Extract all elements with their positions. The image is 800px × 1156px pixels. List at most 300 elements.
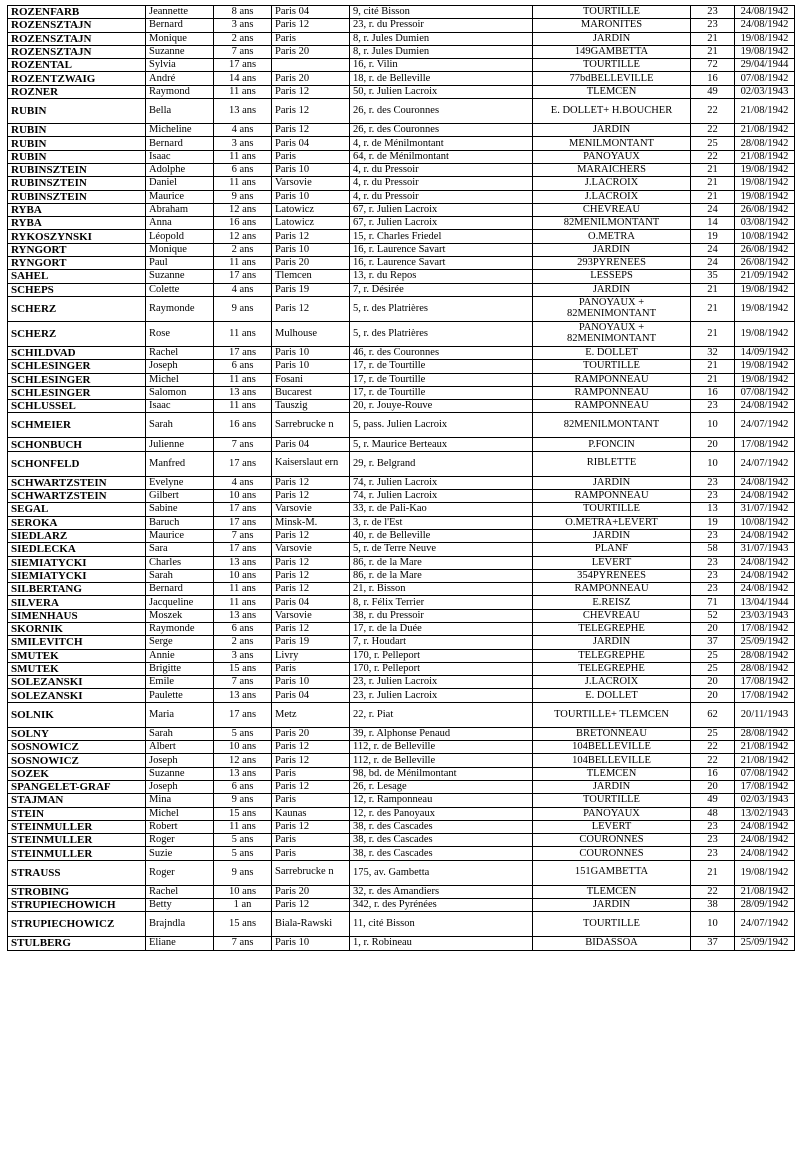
date-cell: 24/08/1942 bbox=[735, 556, 795, 569]
convoy-number-cell: 23 bbox=[691, 820, 735, 833]
table-row bbox=[8, 124, 795, 137]
birthplace-cell: Tlemcen bbox=[272, 270, 350, 283]
convoy-number-cell: 23 bbox=[691, 476, 735, 489]
surname-cell: ROZENFARB bbox=[8, 6, 146, 19]
birthplace-cell: Sarrebrucke n bbox=[272, 860, 350, 885]
school-cell: JARDIN bbox=[533, 124, 691, 137]
birthplace-cell: Paris 12 bbox=[272, 754, 350, 767]
school-cell: RAMPONNEAU bbox=[533, 490, 691, 503]
age-cell: 2 ans bbox=[214, 243, 272, 256]
date-cell: 17/08/1942 bbox=[735, 780, 795, 793]
first-name-cell: Sarah bbox=[146, 413, 214, 438]
address-cell: 86, r. de la Mare bbox=[350, 556, 533, 569]
age-cell: 11 ans bbox=[214, 321, 272, 346]
age-cell: 17 ans bbox=[214, 346, 272, 359]
surname-cell: SCHEPS bbox=[8, 283, 146, 296]
first-name-cell: Suzanne bbox=[146, 270, 214, 283]
convoy-number-cell: 22 bbox=[691, 150, 735, 163]
age-cell: 15 ans bbox=[214, 662, 272, 675]
address-cell: 38, r. des Cascades bbox=[350, 820, 533, 833]
date-cell: 24/08/1942 bbox=[735, 476, 795, 489]
school-cell: TOURTILLE bbox=[533, 59, 691, 72]
first-name-cell: Robert bbox=[146, 820, 214, 833]
convoy-number-cell: 23 bbox=[691, 556, 735, 569]
age-cell: 17 ans bbox=[214, 503, 272, 516]
first-name-cell: Rose bbox=[146, 321, 214, 346]
birthplace-cell: Metz bbox=[272, 702, 350, 727]
first-name-cell: Roger bbox=[146, 860, 214, 885]
school-cell: RAMPONNEAU bbox=[533, 583, 691, 596]
school-cell: BRETONNEAU bbox=[533, 727, 691, 740]
first-name-cell: Joseph bbox=[146, 360, 214, 373]
surname-cell: SCHERZ bbox=[8, 321, 146, 346]
date-cell: 25/09/1942 bbox=[735, 636, 795, 649]
table-row bbox=[8, 59, 795, 72]
birthplace-cell: Paris bbox=[272, 834, 350, 847]
surname-cell: SIEDLARZ bbox=[8, 529, 146, 542]
age-cell: 12 ans bbox=[214, 230, 272, 243]
age-cell: 11 ans bbox=[214, 150, 272, 163]
table-row bbox=[8, 19, 795, 32]
table-row bbox=[8, 529, 795, 542]
address-cell: 7, r. Houdart bbox=[350, 636, 533, 649]
surname-cell: SCHLESINGER bbox=[8, 360, 146, 373]
table-row bbox=[8, 767, 795, 780]
school-cell: 104BELLEVILLE bbox=[533, 754, 691, 767]
table-row bbox=[8, 860, 795, 885]
date-cell: 19/08/1942 bbox=[735, 163, 795, 176]
table-row bbox=[8, 583, 795, 596]
convoy-number-cell: 35 bbox=[691, 270, 735, 283]
first-name-cell: Sarah bbox=[146, 569, 214, 582]
age-cell: 11 ans bbox=[214, 583, 272, 596]
surname-cell: RYNGORT bbox=[8, 243, 146, 256]
age-cell: 9 ans bbox=[214, 296, 272, 321]
first-name-cell: Mina bbox=[146, 794, 214, 807]
address-cell: 15, r. Charles Friedel bbox=[350, 230, 533, 243]
surname-cell: SOLEZANSKI bbox=[8, 676, 146, 689]
date-cell: 19/08/1942 bbox=[735, 860, 795, 885]
convoy-number-cell: 62 bbox=[691, 702, 735, 727]
table-row bbox=[8, 99, 795, 124]
age-cell: 3 ans bbox=[214, 649, 272, 662]
surname-cell: SOSNOWICZ bbox=[8, 754, 146, 767]
age-cell: 13 ans bbox=[214, 556, 272, 569]
surname-cell: RYBA bbox=[8, 217, 146, 230]
birthplace-cell: Paris 10 bbox=[272, 360, 350, 373]
table-row bbox=[8, 72, 795, 85]
date-cell: 03/08/1942 bbox=[735, 217, 795, 230]
table-row bbox=[8, 807, 795, 820]
date-cell: 20/11/1943 bbox=[735, 702, 795, 727]
birthplace-cell: Paris 10 bbox=[272, 676, 350, 689]
convoy-number-cell: 20 bbox=[691, 689, 735, 702]
school-cell: LESSEPS bbox=[533, 270, 691, 283]
birthplace-cell: Paris 04 bbox=[272, 438, 350, 451]
address-cell: 21, r. Bisson bbox=[350, 583, 533, 596]
table-row bbox=[8, 270, 795, 283]
convoy-number-cell: 25 bbox=[691, 662, 735, 675]
address-cell: 16, r. Vilin bbox=[350, 59, 533, 72]
address-cell: 17, r. de la Duée bbox=[350, 622, 533, 635]
table-row bbox=[8, 190, 795, 203]
birthplace-cell: Paris 10 bbox=[272, 190, 350, 203]
date-cell: 17/08/1942 bbox=[735, 438, 795, 451]
age-cell: 10 ans bbox=[214, 490, 272, 503]
first-name-cell: Monique bbox=[146, 243, 214, 256]
birthplace-cell: Kaiserslaut ern bbox=[272, 451, 350, 476]
age-cell: 11 ans bbox=[214, 177, 272, 190]
date-cell: 25/09/1942 bbox=[735, 937, 795, 950]
surname-cell: STRUPIECHOWICH bbox=[8, 899, 146, 912]
school-cell: 77bdBELLEVILLE bbox=[533, 72, 691, 85]
address-cell: 39, r. Alphonse Penaud bbox=[350, 727, 533, 740]
birthplace-cell: Sarrebrucke n bbox=[272, 413, 350, 438]
surname-cell: STRUPIECHOWICZ bbox=[8, 912, 146, 937]
convoy-number-cell: 14 bbox=[691, 217, 735, 230]
age-cell: 6 ans bbox=[214, 163, 272, 176]
convoy-number-cell: 21 bbox=[691, 373, 735, 386]
age-cell: 8 ans bbox=[214, 6, 272, 19]
birthplace-cell: Biala-Rawski bbox=[272, 912, 350, 937]
first-name-cell: Maurice bbox=[146, 529, 214, 542]
first-name-cell: Moszek bbox=[146, 609, 214, 622]
date-cell: 24/08/1942 bbox=[735, 490, 795, 503]
table-row bbox=[8, 360, 795, 373]
convoy-number-cell: 37 bbox=[691, 636, 735, 649]
date-cell: 13/02/1943 bbox=[735, 807, 795, 820]
birthplace-cell: Paris 12 bbox=[272, 820, 350, 833]
age-cell: 10 ans bbox=[214, 569, 272, 582]
age-cell: 5 ans bbox=[214, 727, 272, 740]
age-cell: 11 ans bbox=[214, 257, 272, 270]
table-row bbox=[8, 754, 795, 767]
surname-cell: SIEMIATYCKI bbox=[8, 556, 146, 569]
table-row bbox=[8, 476, 795, 489]
first-name-cell: Isaac bbox=[146, 150, 214, 163]
age-cell: 5 ans bbox=[214, 834, 272, 847]
surname-cell: SOZEK bbox=[8, 767, 146, 780]
surname-cell: ROZENSZTAJN bbox=[8, 45, 146, 58]
surname-cell: SIMENHAUS bbox=[8, 609, 146, 622]
date-cell: 21/08/1942 bbox=[735, 741, 795, 754]
surname-cell: SILVERA bbox=[8, 596, 146, 609]
date-cell: 21/09/1942 bbox=[735, 270, 795, 283]
table-row bbox=[8, 177, 795, 190]
surname-cell: STULBERG bbox=[8, 937, 146, 950]
convoy-number-cell: 20 bbox=[691, 438, 735, 451]
address-cell: 16, r. Laurence Savart bbox=[350, 243, 533, 256]
school-cell: COURONNES bbox=[533, 834, 691, 847]
first-name-cell: Adolphe bbox=[146, 163, 214, 176]
first-name-cell: Roger bbox=[146, 834, 214, 847]
surname-cell: SCHERZ bbox=[8, 296, 146, 321]
birthplace-cell: Livry bbox=[272, 649, 350, 662]
date-cell: 21/08/1942 bbox=[735, 150, 795, 163]
table-row bbox=[8, 689, 795, 702]
surname-cell: SCHONBUCH bbox=[8, 438, 146, 451]
date-cell: 24/08/1942 bbox=[735, 834, 795, 847]
deportation-record-table bbox=[7, 5, 794, 951]
school-cell: TLEMCEN bbox=[533, 885, 691, 898]
table-row bbox=[8, 257, 795, 270]
date-cell: 14/09/1942 bbox=[735, 346, 795, 359]
convoy-number-cell: 48 bbox=[691, 807, 735, 820]
school-cell: LEVERT bbox=[533, 556, 691, 569]
school-cell: 149GAMBETTA bbox=[533, 45, 691, 58]
table-row bbox=[8, 296, 795, 321]
first-name-cell: Brajndla bbox=[146, 912, 214, 937]
table-row bbox=[8, 543, 795, 556]
date-cell: 19/08/1942 bbox=[735, 190, 795, 203]
birthplace-cell: Paris 12 bbox=[272, 583, 350, 596]
birthplace-cell: Paris 04 bbox=[272, 689, 350, 702]
surname-cell: SOSNOWICZ bbox=[8, 741, 146, 754]
school-cell: JARDIN bbox=[533, 780, 691, 793]
school-cell: 82MENILMONTANT bbox=[533, 413, 691, 438]
convoy-number-cell: 24 bbox=[691, 203, 735, 216]
first-name-cell: Paul bbox=[146, 257, 214, 270]
birthplace-cell: Paris bbox=[272, 794, 350, 807]
first-name-cell: Eliane bbox=[146, 937, 214, 950]
age-cell: 12 ans bbox=[214, 203, 272, 216]
birthplace-cell: Paris 12 bbox=[272, 230, 350, 243]
age-cell: 4 ans bbox=[214, 476, 272, 489]
table-row bbox=[8, 847, 795, 860]
address-cell: 112, r. de Belleville bbox=[350, 741, 533, 754]
age-cell: 17 ans bbox=[214, 702, 272, 727]
table-row bbox=[8, 243, 795, 256]
age-cell: 2 ans bbox=[214, 636, 272, 649]
date-cell: 24/08/1942 bbox=[735, 19, 795, 32]
school-cell: TELEGREPHE bbox=[533, 662, 691, 675]
table-row bbox=[8, 649, 795, 662]
address-cell: 5, r. des Platrières bbox=[350, 321, 533, 346]
age-cell: 17 ans bbox=[214, 516, 272, 529]
birthplace-cell: Paris 12 bbox=[272, 741, 350, 754]
table-row bbox=[8, 937, 795, 950]
first-name-cell: Betty bbox=[146, 899, 214, 912]
birthplace-cell: Paris 10 bbox=[272, 937, 350, 950]
convoy-number-cell: 23 bbox=[691, 583, 735, 596]
table-row bbox=[8, 556, 795, 569]
address-cell: 23, r. du Pressoir bbox=[350, 19, 533, 32]
table-row bbox=[8, 163, 795, 176]
birthplace-cell: Kaunas bbox=[272, 807, 350, 820]
age-cell: 5 ans bbox=[214, 847, 272, 860]
address-cell: 98, bd. de Ménilmontant bbox=[350, 767, 533, 780]
first-name-cell: Maurice bbox=[146, 190, 214, 203]
address-cell: 5, pass. Julien Lacroix bbox=[350, 413, 533, 438]
address-cell: 11, cité Bisson bbox=[350, 912, 533, 937]
address-cell: 20, r. Jouye-Rouve bbox=[350, 400, 533, 413]
birthplace-cell: Paris 12 bbox=[272, 85, 350, 98]
surname-cell: SILBERTANG bbox=[8, 583, 146, 596]
birthplace-cell: Fosani bbox=[272, 373, 350, 386]
surname-cell: SKORNIK bbox=[8, 622, 146, 635]
age-cell: 11 ans bbox=[214, 373, 272, 386]
age-cell: 6 ans bbox=[214, 780, 272, 793]
convoy-number-cell: 21 bbox=[691, 32, 735, 45]
first-name-cell: Sabine bbox=[146, 503, 214, 516]
first-name-cell: Evelyne bbox=[146, 476, 214, 489]
address-cell: 23, r. Julien Lacroix bbox=[350, 689, 533, 702]
age-cell: 10 ans bbox=[214, 885, 272, 898]
school-cell: TELEGREPHE bbox=[533, 622, 691, 635]
address-cell: 8, r. Jules Dumien bbox=[350, 45, 533, 58]
age-cell: 11 ans bbox=[214, 85, 272, 98]
surname-cell: SMILEVITCH bbox=[8, 636, 146, 649]
address-cell: 67, r. Julien Lacroix bbox=[350, 217, 533, 230]
surname-cell: RYNGORT bbox=[8, 257, 146, 270]
date-cell: 23/03/1943 bbox=[735, 609, 795, 622]
table-row bbox=[8, 217, 795, 230]
convoy-number-cell: 24 bbox=[691, 243, 735, 256]
age-cell: 10 ans bbox=[214, 741, 272, 754]
address-cell: 12, r. des Panoyaux bbox=[350, 807, 533, 820]
address-cell: 8, r. Félix Terrier bbox=[350, 596, 533, 609]
birthplace-cell: Paris 04 bbox=[272, 6, 350, 19]
age-cell: 13 ans bbox=[214, 767, 272, 780]
surname-cell: SOLEZANSKI bbox=[8, 689, 146, 702]
school-cell: TELEGREPHE bbox=[533, 649, 691, 662]
convoy-number-cell: 23 bbox=[691, 569, 735, 582]
first-name-cell: Baruch bbox=[146, 516, 214, 529]
age-cell: 7 ans bbox=[214, 676, 272, 689]
surname-cell: SIEDLECKA bbox=[8, 543, 146, 556]
convoy-number-cell: 49 bbox=[691, 85, 735, 98]
birthplace-cell: Paris bbox=[272, 150, 350, 163]
age-cell: 17 ans bbox=[214, 543, 272, 556]
surname-cell: STEIN bbox=[8, 807, 146, 820]
age-cell: 17 ans bbox=[214, 451, 272, 476]
surname-cell: SCHLESINGER bbox=[8, 373, 146, 386]
table-row bbox=[8, 346, 795, 359]
address-cell: 17, r. de Tourtille bbox=[350, 386, 533, 399]
table-row bbox=[8, 676, 795, 689]
birthplace-cell: Paris 19 bbox=[272, 283, 350, 296]
school-cell: 293PYRENEES bbox=[533, 257, 691, 270]
address-cell: 170, r. Pelleport bbox=[350, 662, 533, 675]
school-cell: PANOYAUX bbox=[533, 150, 691, 163]
age-cell: 13 ans bbox=[214, 386, 272, 399]
table-row bbox=[8, 413, 795, 438]
school-cell: E. DOLLET+ H.BOUCHER bbox=[533, 99, 691, 124]
birthplace-cell: Paris bbox=[272, 767, 350, 780]
school-cell: J.LACROIX bbox=[533, 190, 691, 203]
school-cell: E.REISZ bbox=[533, 596, 691, 609]
birthplace-cell: Paris 12 bbox=[272, 490, 350, 503]
address-cell: 18, r. de Belleville bbox=[350, 72, 533, 85]
convoy-number-cell: 21 bbox=[691, 163, 735, 176]
address-cell: 4, r. du Pressoir bbox=[350, 177, 533, 190]
date-cell: 24/08/1942 bbox=[735, 820, 795, 833]
table-row bbox=[8, 834, 795, 847]
surname-cell: STROBING bbox=[8, 885, 146, 898]
first-name-cell: Bernard bbox=[146, 137, 214, 150]
date-cell: 31/07/1942 bbox=[735, 503, 795, 516]
first-name-cell: Maria bbox=[146, 702, 214, 727]
convoy-number-cell: 21 bbox=[691, 321, 735, 346]
first-name-cell: Suzie bbox=[146, 847, 214, 860]
convoy-number-cell: 21 bbox=[691, 296, 735, 321]
school-cell: CHEVREAU bbox=[533, 609, 691, 622]
address-cell: 17, r. de Tourtille bbox=[350, 373, 533, 386]
address-cell: 32, r. des Amandiers bbox=[350, 885, 533, 898]
convoy-number-cell: 23 bbox=[691, 400, 735, 413]
school-cell: TOURTILLE bbox=[533, 6, 691, 19]
date-cell: 21/08/1942 bbox=[735, 885, 795, 898]
school-cell: TOURTILLE+ TLEMCEN bbox=[533, 702, 691, 727]
school-cell: JARDIN bbox=[533, 476, 691, 489]
birthplace-cell: Paris 12 bbox=[272, 476, 350, 489]
first-name-cell: Joseph bbox=[146, 780, 214, 793]
first-name-cell: Charles bbox=[146, 556, 214, 569]
address-cell: 23, r. Julien Lacroix bbox=[350, 676, 533, 689]
surname-cell: ROZNER bbox=[8, 85, 146, 98]
school-cell: JARDIN bbox=[533, 243, 691, 256]
birthplace-cell: Paris 12 bbox=[272, 780, 350, 793]
school-cell: 104BELLEVILLE bbox=[533, 741, 691, 754]
first-name-cell: Léopold bbox=[146, 230, 214, 243]
table-row bbox=[8, 662, 795, 675]
birthplace-cell: Paris 04 bbox=[272, 137, 350, 150]
birthplace-cell: Paris 20 bbox=[272, 257, 350, 270]
convoy-number-cell: 23 bbox=[691, 529, 735, 542]
school-cell: PANOYAUX + 82MENIMONTANT bbox=[533, 321, 691, 346]
address-cell: 5, r. des Platrières bbox=[350, 296, 533, 321]
first-name-cell: Rachel bbox=[146, 885, 214, 898]
surname-cell: SCHWARTZSTEIN bbox=[8, 490, 146, 503]
first-name-cell: Suzanne bbox=[146, 45, 214, 58]
date-cell: 19/08/1942 bbox=[735, 360, 795, 373]
table-row bbox=[8, 794, 795, 807]
age-cell: 11 ans bbox=[214, 400, 272, 413]
surname-cell: SMUTEK bbox=[8, 662, 146, 675]
school-cell: TOURTILLE bbox=[533, 503, 691, 516]
convoy-number-cell: 22 bbox=[691, 754, 735, 767]
first-name-cell: Monique bbox=[146, 32, 214, 45]
surname-cell: SOLNIK bbox=[8, 702, 146, 727]
school-cell: E. DOLLET bbox=[533, 346, 691, 359]
convoy-number-cell: 38 bbox=[691, 899, 735, 912]
age-cell: 6 ans bbox=[214, 360, 272, 373]
birthplace-cell: Paris 12 bbox=[272, 296, 350, 321]
school-cell: TOURTILLE bbox=[533, 912, 691, 937]
age-cell: 1 an bbox=[214, 899, 272, 912]
surname-cell: STEINMULLER bbox=[8, 834, 146, 847]
surname-cell: SEROKA bbox=[8, 516, 146, 529]
date-cell: 24/08/1942 bbox=[735, 847, 795, 860]
convoy-number-cell: 16 bbox=[691, 72, 735, 85]
convoy-number-cell: 21 bbox=[691, 190, 735, 203]
table-row bbox=[8, 885, 795, 898]
surname-cell: RUBINSZTEIN bbox=[8, 177, 146, 190]
date-cell: 24/08/1942 bbox=[735, 6, 795, 19]
date-cell: 28/08/1942 bbox=[735, 662, 795, 675]
address-cell: 4, r. du Pressoir bbox=[350, 190, 533, 203]
surname-cell: SCHWARTZSTEIN bbox=[8, 476, 146, 489]
first-name-cell: Paulette bbox=[146, 689, 214, 702]
table-row bbox=[8, 596, 795, 609]
first-name-cell: Raymonde bbox=[146, 296, 214, 321]
surname-cell: SOLNY bbox=[8, 727, 146, 740]
birthplace-cell: Paris 20 bbox=[272, 885, 350, 898]
surname-cell: STRAUSS bbox=[8, 860, 146, 885]
surname-cell: STAJMAN bbox=[8, 794, 146, 807]
school-cell: PANOYAUX + 82MENIMONTANT bbox=[533, 296, 691, 321]
school-cell: TOURTILLE bbox=[533, 794, 691, 807]
